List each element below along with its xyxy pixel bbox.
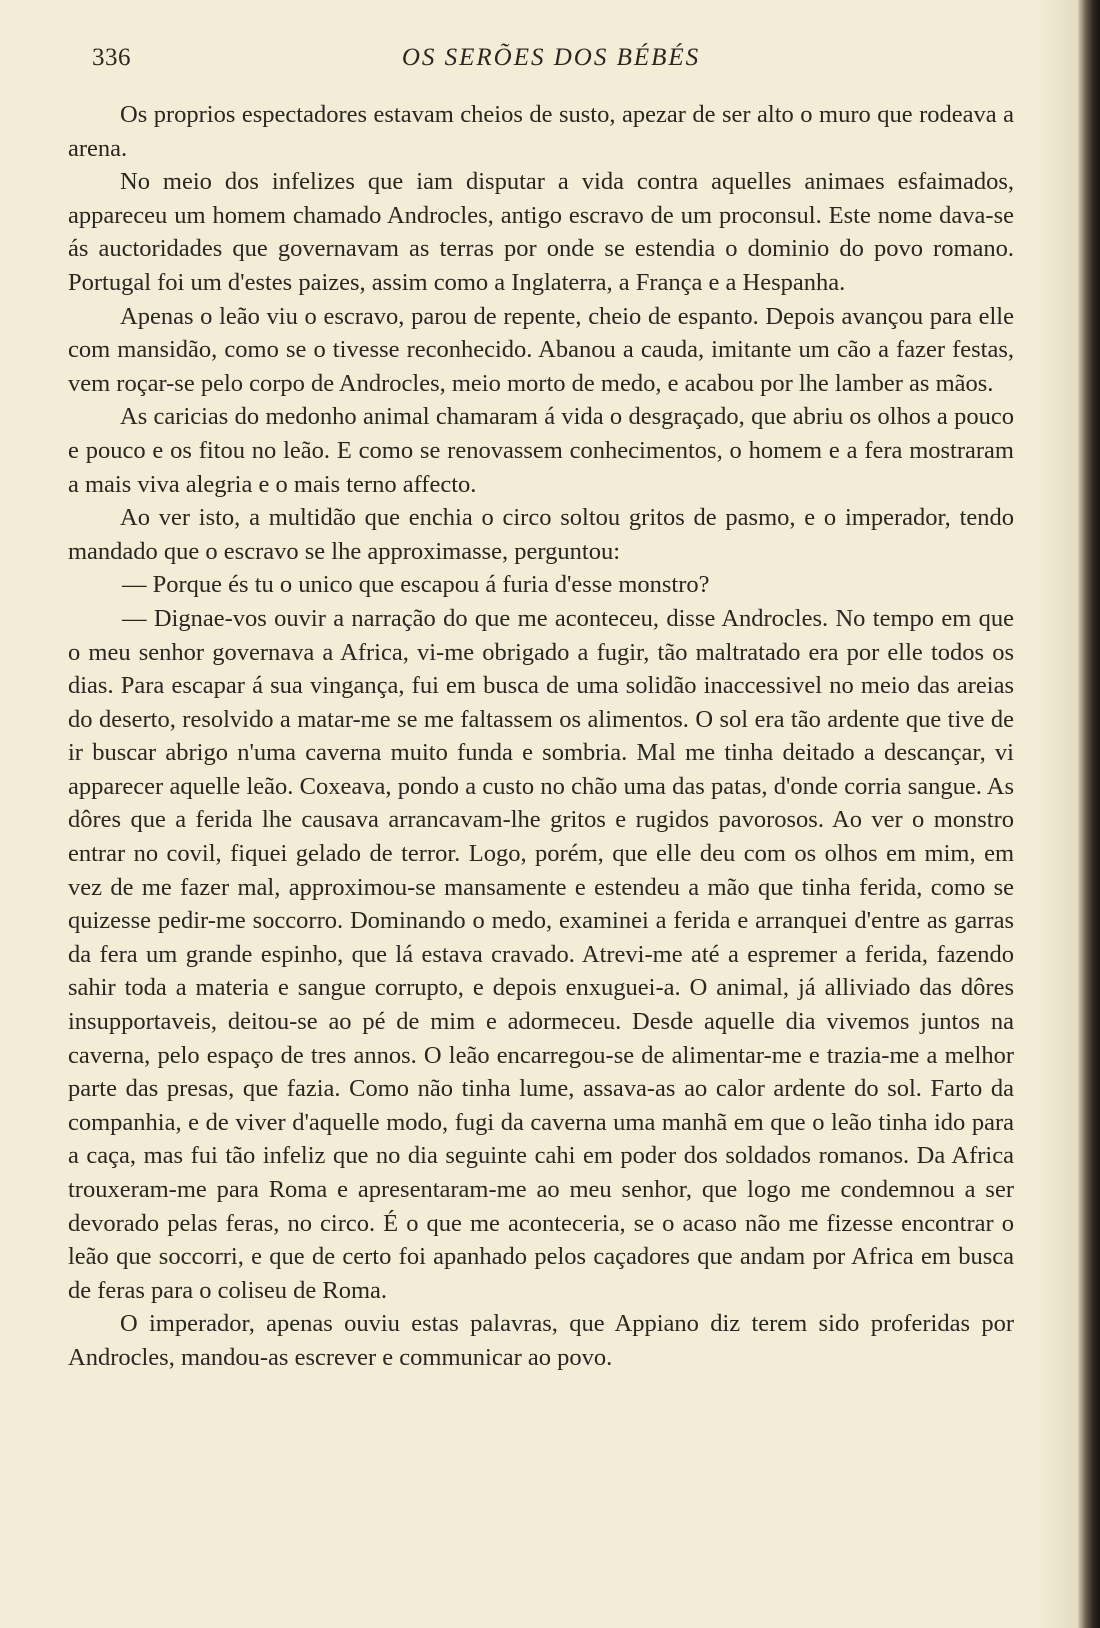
- page-header: [92, 44, 1010, 80]
- page-number: 336: [92, 44, 131, 71]
- dialogue-paragraph: — Porque és tu o unico que escapou á furia d'esse monstro?: [122, 571, 710, 599]
- dialogue-paragraph: — Dignae-vos ouvir a narração do que me aconteceu, disse Androcles. No tempo em que o meu senhor governava a Africa, vi-me obrigado a fugir, tão maltratado era por elle todos os dias. Para escapar á sua vingança, fui em busca de uma solidão inaccessivel no meio das areias do deserto, resolvido a matar-me se me faltassem os alimentos. O sol era tão ardente que tive de ir buscar abrigo n'uma caverna muito funda e sombria. Mal me tinha deitado a descançar, vi apparecer aquelle leão. Coxeava, pondo a custo no chão uma das patas, d'onde corria sangue. As dôres que a ferida lhe causava arrancavam-lhe gritos e rugidos pavorosos. Ao ver o monstro entrar no covil, fiquei gelado de terror. Logo, porém, que elle deu com os olhos em mim, em vez de me fazer mal, approximou-se mansamente e estendeu a mão que tinha ferida, como se quizesse pedir-me soccorro. Dominando o medo, examinei a ferida e arranquei d'entre as garras da fera um grande espinho, que lá estava cravado. Atrevi-me até a espremer a ferida, fazendo sahir toda a materia e sangue corrupto, e depois enxuguei-a. O animal, já alliviado das dôres insupportaveis, deitou-se ao pé de mim e adormeceu. Desde aquelle dia vivemos juntos na caverna, pelo espaço de tres annos. O leão encarregou-se de alimentar-me e trazia-me a melhor parte das presas, que fazia. Como não tinha lume, assava-as ao calor ardente do sol. Farto da companhia, e de viver d'aquelle modo, fugi da caverna uma manhã em que o leão tinha ido para a caça, mas fui tão infeliz que no dia seguinte cahi em poder dos soldados romanos. Da Africa trouxeram-me para Roma e apresentaram-me ao meu senhor, que logo me condemnou a ser devorado pelas feras, no circo. É o que me aconteceria, se o acaso não me fizesse encontrar o leão que soccorri, e que de certo foi apanhado pelos caçadores que andam por Africa em busca de feras para o coliseu de Roma.: [68, 604, 1014, 1304]
- page-gutter-shadow: [1038, 0, 1078, 1628]
- running-title: OS SERÕES DOS BÉBÉS: [401, 44, 701, 71]
- body-text: [68, 98, 1014, 1375]
- paragraph: Os proprios espectadores estavam cheios de susto, apezar de ser alto o muro que rodeava a arena.: [68, 101, 1014, 162]
- paragraph: Apenas o leão viu o escravo, parou de repente, cheio de espanto. Depois avançou para elle com mansidão, como se o tivesse reconhecido. Abanou a cauda, imitante um cão a fazer festas, vem roçar-se pelo corpo de Androcles, meio morto de medo, e acabou por lhe lamber as mãos.: [68, 302, 1014, 397]
- paragraph: As caricias do medonho animal chamaram á vida o desgraçado, que abriu os olhos a pouco e pouco e os fitou no leão. E como se renovassem conhecimentos, o homem e a fera mostraram a mais viva alegria e o mais terno affecto.: [68, 403, 1014, 498]
- paragraph: No meio dos infelizes que iam disputar a vida contra aquelles animaes esfaimados, appareceu um homem chamado Androcles, antigo escravo de um proconsul. Este nome dava-se ás auctoridades que governavam as terras por onde se estendia o dominio do povo romano. Portugal foi um d'estes paizes, assim como a Inglaterra, a França e a Hespanha.: [68, 168, 1014, 296]
- paragraph: Ao ver isto, a multidão que enchia o circo soltou gritos de pasmo, e o imperador, tendo mandado que o escravo se lhe approximasse, perguntou:: [68, 504, 1014, 565]
- page-edge: [1078, 0, 1100, 1628]
- paragraph: O imperador, apenas ouviu estas palavras, que Appiano diz terem sido proferidas por Androcles, mandou-as escrever e communicar ao povo.: [68, 1310, 1014, 1371]
